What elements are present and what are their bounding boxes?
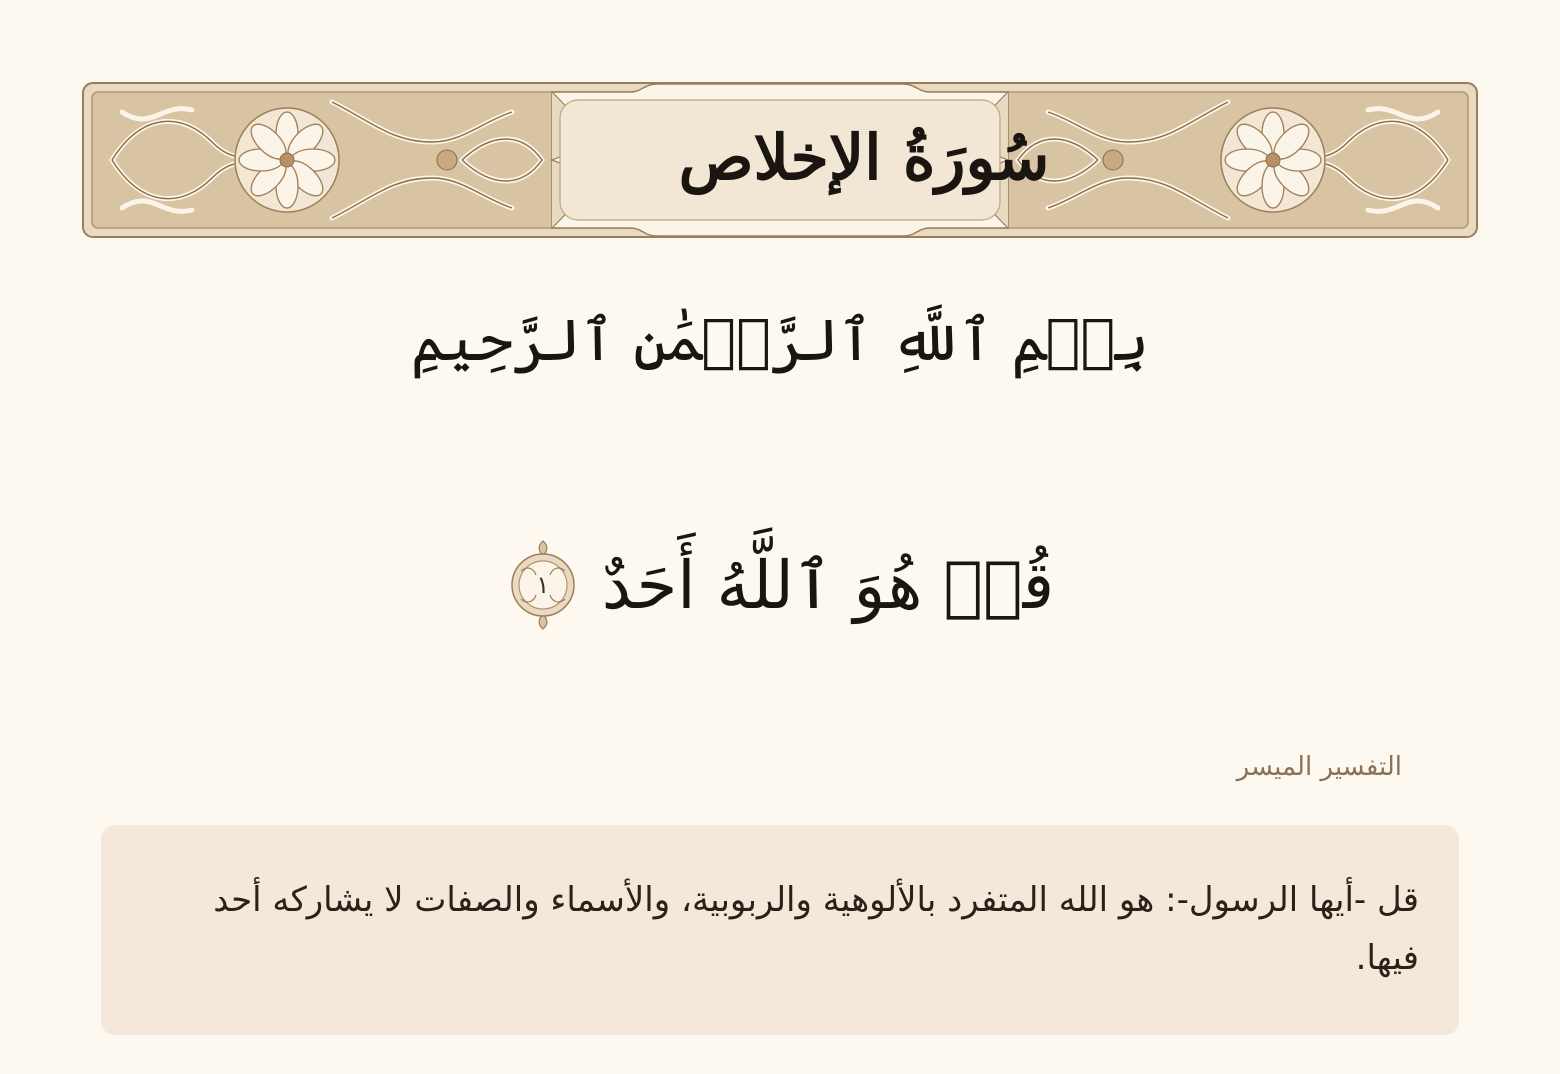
surah-header-banner bbox=[82, 82, 1478, 238]
tafsir-text: قل -أيها الرسول-: هو الله المتفرد بالألوهية والربوبية، والأسماء والصفات لا يشاركه أحد فيها. bbox=[213, 880, 1419, 978]
tafsir-card bbox=[101, 825, 1459, 1035]
ayah-number: ١ bbox=[536, 571, 550, 599]
ayah-line[interactable] bbox=[480, 520, 1080, 650]
ayah-text[interactable]: قُلۡ هُوَ ٱللَّهُ أَحَدٌ bbox=[601, 546, 1055, 624]
tafsir-source-label: التفسير الميسر bbox=[1236, 752, 1402, 782]
surah-title: سُورَةُ الإخلاص bbox=[678, 120, 1050, 194]
basmala: بِسۡمِ ٱللَّهِ ٱلرَّحۡمَٰنِ ٱلرَّحِيمِ bbox=[410, 306, 1150, 374]
ayah-end-ornament-icon bbox=[506, 537, 580, 633]
